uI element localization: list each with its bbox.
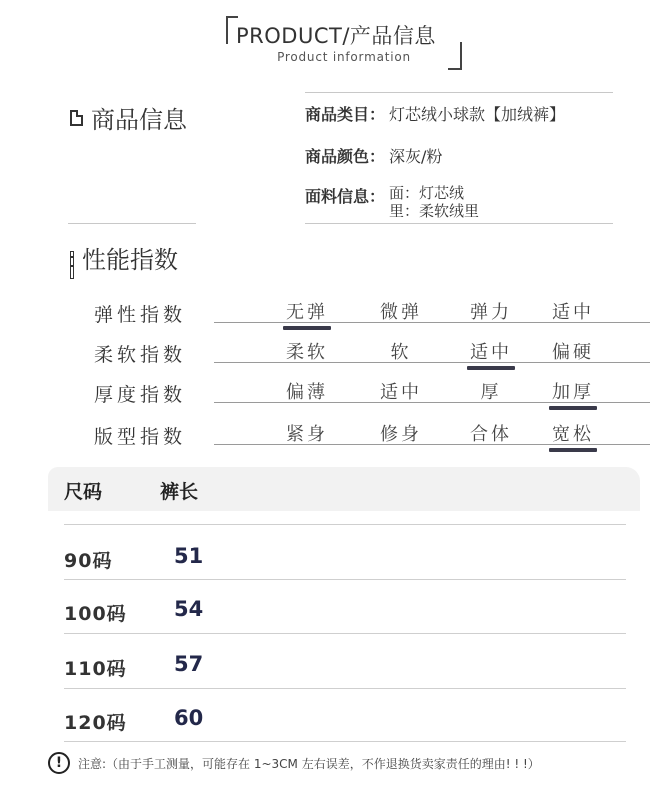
table-divider xyxy=(64,633,626,634)
performance-option xyxy=(538,298,608,330)
performance-row xyxy=(94,374,650,408)
performance-option xyxy=(366,298,436,330)
performance-option xyxy=(366,378,436,410)
selected-underline xyxy=(467,366,515,370)
table-row xyxy=(64,706,626,736)
performance-option-text: 微弹 xyxy=(380,302,422,323)
performance-option xyxy=(456,378,526,410)
size-table-header xyxy=(48,467,640,511)
exclamation-icon: ! xyxy=(48,752,70,774)
info-left-divider xyxy=(68,223,196,224)
performance-option-text: 无弹 xyxy=(286,302,328,323)
performance-option-text: 修身 xyxy=(380,424,422,445)
table-row xyxy=(64,544,626,574)
category-label: 商品类目： xyxy=(305,105,386,124)
performance-option-text: 厚 xyxy=(480,382,502,403)
performance-row xyxy=(94,294,650,328)
performance-option-text: 弹力 xyxy=(470,302,512,323)
table-divider xyxy=(64,688,626,689)
page-subtitle: Product information xyxy=(277,50,411,64)
header-bracket-bottom-right xyxy=(448,42,462,70)
color-label: 商品颜色： xyxy=(305,147,386,166)
performance-option-text: 适中 xyxy=(380,382,422,403)
length-cell: 57 xyxy=(174,652,204,676)
bar-chart-icon xyxy=(70,251,74,265)
performance-label: 柔软指数 xyxy=(94,344,187,366)
performance-row xyxy=(94,334,650,368)
info-top-divider xyxy=(305,92,613,93)
length-column-header: 裤长 xyxy=(160,481,199,503)
performance-option-text: 软 xyxy=(390,342,412,363)
performance-option-selected xyxy=(456,338,526,370)
performance-option-text: 宽松 xyxy=(552,424,594,445)
product-info-heading xyxy=(70,100,187,135)
performance-option-text: 适中 xyxy=(470,342,512,363)
performance-option-text: 偏薄 xyxy=(286,382,328,403)
selected-underline xyxy=(549,448,597,452)
performance-option-text: 适中 xyxy=(552,302,594,323)
document-icon xyxy=(70,110,83,126)
performance-title: 性能指数 xyxy=(82,246,178,274)
fabric-lining: 里：柔软绒里 xyxy=(389,202,480,220)
length-cell: 51 xyxy=(174,544,204,568)
performance-option xyxy=(456,298,526,330)
table-divider xyxy=(64,741,626,742)
table-divider xyxy=(64,579,626,580)
table-row xyxy=(64,652,626,682)
measurement-note xyxy=(48,752,540,774)
page-title: PRODUCT/产品信息 xyxy=(236,24,436,48)
size-column-header: 尺码 xyxy=(64,481,103,503)
selected-underline xyxy=(283,326,331,330)
performance-label: 版型指数 xyxy=(94,426,187,448)
performance-option xyxy=(538,338,608,370)
performance-option-selected xyxy=(272,298,342,330)
performance-label: 弹性指数 xyxy=(94,304,187,326)
performance-option-text: 加厚 xyxy=(552,382,594,403)
fabric-label: 面料信息： xyxy=(305,187,386,206)
performance-option-text: 偏硬 xyxy=(552,342,594,363)
product-info-title: 商品信息 xyxy=(91,106,187,134)
performance-option xyxy=(272,420,342,452)
size-cell: 100码 xyxy=(64,603,127,625)
performance-row xyxy=(94,416,650,450)
size-cell: 90码 xyxy=(64,550,113,572)
size-cell: 110码 xyxy=(64,658,127,680)
color-value: 深灰/粉 xyxy=(389,147,443,166)
performance-option xyxy=(366,420,436,452)
size-cell: 120码 xyxy=(64,712,127,734)
selected-underline xyxy=(549,406,597,410)
performance-heading xyxy=(70,240,178,275)
performance-option-text: 合体 xyxy=(470,424,512,445)
performance-option-selected xyxy=(538,420,608,452)
performance-option xyxy=(272,338,342,370)
performance-option-text: 柔软 xyxy=(286,342,328,363)
category-row xyxy=(305,102,565,125)
performance-option xyxy=(272,378,342,410)
performance-option xyxy=(456,420,526,452)
table-row xyxy=(64,597,626,627)
performance-option-selected xyxy=(538,378,608,410)
category-value: 灯芯绒小球款【加绒裤】 xyxy=(389,105,566,124)
info-bottom-divider xyxy=(305,223,613,224)
fabric-row xyxy=(305,184,479,220)
note-text: 注意:（由于手工测量，可能存在 1~3CM 左右误差，不作退换货卖家责任的理由! ! !） xyxy=(78,756,540,771)
performance-label: 厚度指数 xyxy=(94,384,187,406)
length-cell: 60 xyxy=(174,706,204,730)
fabric-outer: 面：灯芯绒 xyxy=(389,184,465,202)
table-divider xyxy=(64,524,626,525)
color-row xyxy=(305,144,442,167)
performance-option xyxy=(366,338,436,370)
performance-option-text: 紧身 xyxy=(286,424,328,445)
length-cell: 54 xyxy=(174,597,204,621)
